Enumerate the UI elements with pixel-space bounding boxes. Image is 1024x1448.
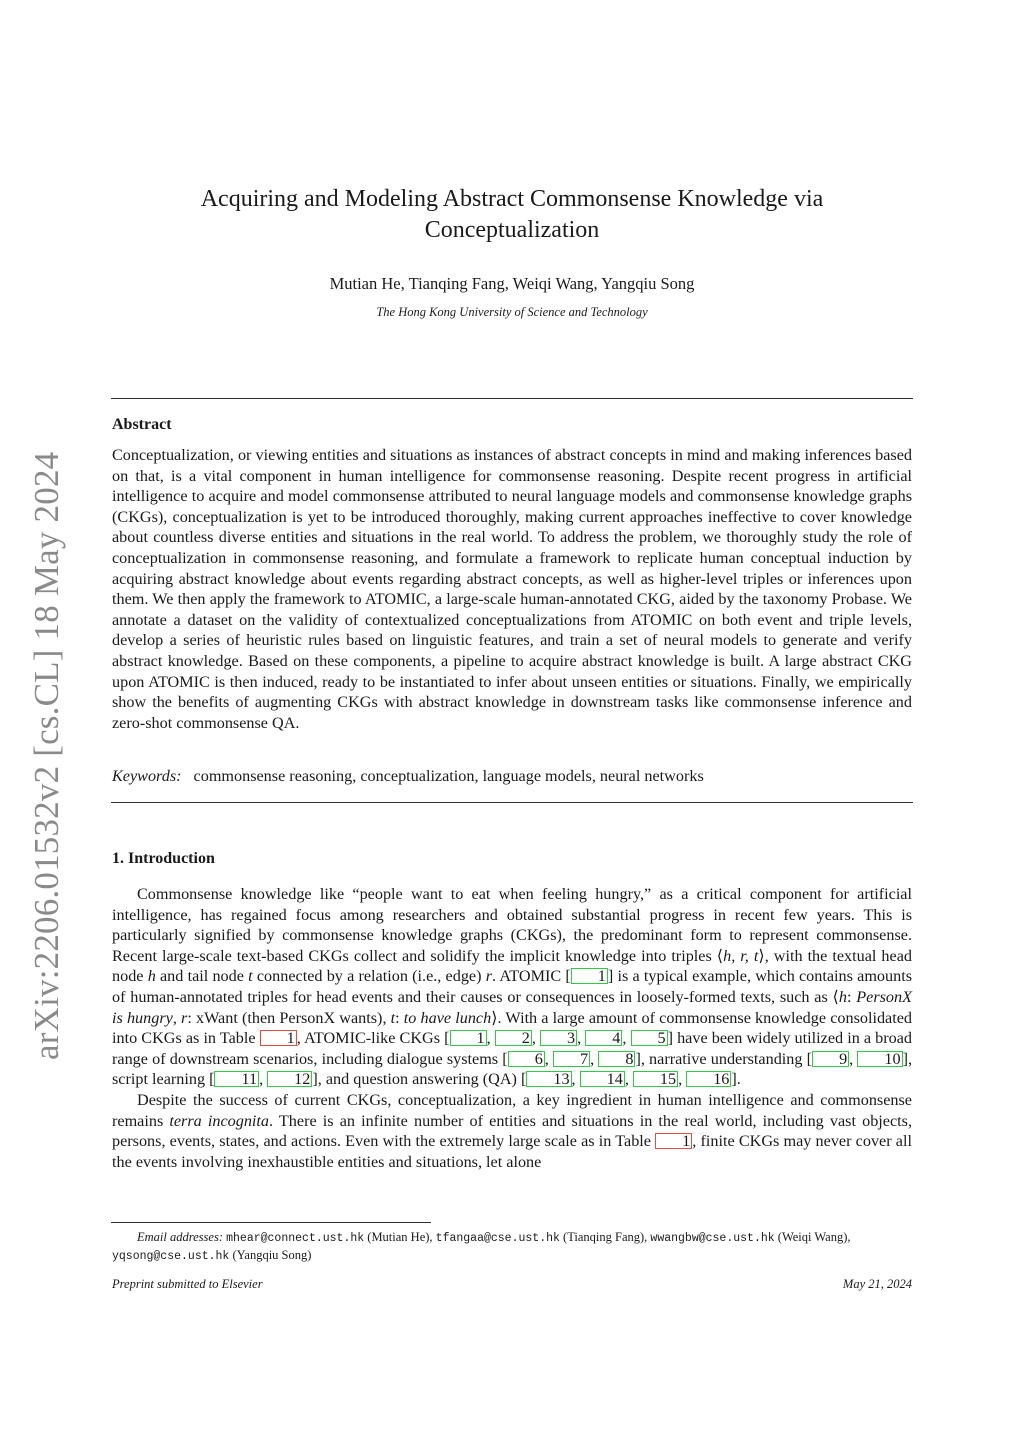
text-run: h bbox=[838, 987, 847, 1006]
citation-link[interactable]: 2 bbox=[495, 1030, 532, 1046]
keywords-line bbox=[112, 767, 912, 786]
text-run: h, r, t bbox=[723, 946, 759, 965]
email-link[interactable]: wwangbw@cse.ust.hk bbox=[650, 1232, 775, 1245]
text-run: Despite the success of current CKGs, conceptualization, a key ingredient in human intelligence and commonsense remains bbox=[112, 1090, 912, 1130]
text-run: . ATOMIC bbox=[492, 967, 566, 986]
text-run: PersonX is hungry bbox=[112, 987, 912, 1027]
citation-link[interactable]: 14 bbox=[580, 1071, 625, 1087]
text-run: t bbox=[390, 1008, 396, 1027]
footer-date: May 21, 2024 bbox=[842, 1277, 912, 1291]
text-run: Commonsense knowledge like “people want to eat when feeling hungry,” as a critical component for artificial intelligence, has regained focus among researchers and obtained substantial progress in recent few years. This is particularly signified by commonsense knowledge graphs (CKGs), the predominant form to represent commonsense. Recent large-scale text-based CKGs collect and solidify the implicit knowledge into triples ⟨ bbox=[112, 885, 912, 965]
email-link[interactable]: yqsong@cse.ust.hk bbox=[112, 1250, 230, 1263]
text-run: , bbox=[172, 1008, 182, 1027]
intro-paragraph-1: Commonsense knowledge like “people want to eat when feeling hungry,” as a critical component for artificial intelligence, has regained focus among researchers and obtained substantial progress in recent few years. This is particularly signified by commonsense knowledge graphs (CKGs), the predominant form to represent commonsense. Recent large-scale text-based CKGs collect and solidify the implicit knowledge into triples ⟨h, r, t⟩, with the textual head node h and tail node t connected by a relation (i.e., edge) r. ATOMIC [ 1 ] is a typical example, which contains amounts of human-annotated triples for head events and their causes or consequences in loosely-formed texts, such as ⟨h: PersonX is hungry, r: xWant (then PersonX wants), t: to have lunch⟩. With a large amount of commonsense knowledge consolidated into CKGs as in Table 1 , ATOMIC-like CKGs [ 1 , 2 , 3 , 4 , 5 ] have been widely utilized in a broad range of downstream scenarios, including dialogue systems [ 6 , 7 , 8 ], narrative understanding [ 9 , 10 ], script learning [ 11 , 12 ], and question answering (QA) [ 13 , 14 , 15 , 16 ]. bbox=[112, 885, 913, 1089]
citation-link[interactable]: 12 bbox=[267, 1071, 312, 1087]
table-ref-link[interactable]: 1 bbox=[655, 1133, 692, 1149]
author-list: Mutian He, Tianqing Fang, Weiqi Wang, Yangqiu Song bbox=[329, 274, 695, 293]
email-link[interactable]: tfangaa@cse.ust.hk bbox=[435, 1232, 560, 1245]
text-run: . There is an infinite number of entities and situations in the real world, including vast objects, persons, events, states, and actions. Even with the extremely large scale as in Table bbox=[112, 1111, 912, 1151]
text-run: have been widely utilized in a broad range of downstream scenarios, including dialogue systems bbox=[112, 1029, 913, 1068]
citation-link[interactable]: 1 bbox=[450, 1030, 487, 1046]
citation-link[interactable]: 10 bbox=[857, 1051, 902, 1067]
citation-link[interactable]: 8 bbox=[598, 1051, 635, 1067]
citation-link[interactable]: 15 bbox=[633, 1071, 678, 1087]
footnote-rule bbox=[111, 1222, 431, 1223]
text-run: h bbox=[147, 967, 156, 986]
citation-link[interactable]: 4 bbox=[585, 1030, 622, 1046]
email-link[interactable]: mhear@connect.ust.hk bbox=[226, 1232, 365, 1245]
text-run: terra incognita bbox=[169, 1111, 270, 1130]
text-run: (Weiqi Wang), bbox=[774, 1230, 851, 1244]
abstract-top-rule bbox=[111, 398, 913, 399]
arxiv-identifier: arXiv:2206.01532v2 [cs.CL] 18 May 2024 bbox=[27, 451, 66, 1060]
page-footer bbox=[112, 1277, 912, 1292]
text-run: (Yangqiu Song) bbox=[229, 1248, 312, 1262]
table-ref-link[interactable]: 1 bbox=[260, 1030, 297, 1046]
text-run: , ATOMIC-like CKGs bbox=[296, 1029, 445, 1048]
paper-title: Acquiring and Modeling Abstract Commonsense Knowledge via Conceptualization bbox=[200, 186, 824, 243]
citation-link[interactable]: 16 bbox=[686, 1071, 731, 1087]
text-run: r bbox=[485, 967, 493, 986]
affiliation: The Hong Kong University of Science and Technology bbox=[376, 305, 648, 319]
abstract-heading: Abstract bbox=[112, 416, 172, 433]
text-run: , finite CKGs may never cover all the events involving inexhaustible entities and situations, let alone bbox=[112, 1132, 912, 1171]
text-run: : bbox=[846, 987, 857, 1006]
citation-link[interactable]: 11 bbox=[214, 1071, 259, 1087]
text-run: , narrative understanding bbox=[640, 1049, 807, 1068]
citation-link[interactable]: 3 bbox=[540, 1030, 577, 1046]
text-run: : xWant (then PersonX wants), bbox=[187, 1008, 391, 1027]
text-run: , and question answering (QA) bbox=[317, 1070, 521, 1089]
introduction-body bbox=[112, 884, 912, 1172]
intro-paragraph-2 bbox=[112, 1090, 912, 1172]
text-run: , script learning bbox=[112, 1049, 913, 1089]
citation-link[interactable]: 1 bbox=[571, 968, 608, 984]
keywords-text: commonsense reasoning, conceptualization, language models, neural networks bbox=[193, 767, 704, 785]
text-run: (Tianqing Fang), bbox=[559, 1230, 651, 1244]
keywords-label: Keywords: bbox=[112, 767, 182, 785]
abstract-text: Conceptualization, or viewing entities and situations as instances of abstract concepts in mind and making inferences based on that, is a vital component in human intelligence for commonsense reasoning. Despite recent progress in artificial intelligence to acquire and model commonsense attributed to neural language models and commonsense knowledge graphs (CKGs), conceptualization is yet to be introduced thoroughly, making current approaches ineffective to cover knowledge about countless diverse entities and situations in the real world. To address the problem, we thoroughly study the role of conceptualization in commonsense reasoning, and formulate a framework to replicate human conceptual induction by acquiring abstract knowledge about events regarding abstract concepts, as well as higher-level triples or inferences upon them. We then apply the framework to ATOMIC, a large-scale human-annotated CKG, aided by the taxonomy Probase. We annotate a dataset on the validity of contextualized conceptualizations from ATOMIC on both event and triple levels, develop a series of heuristic rules based on linguistic features, and train a set of neural models to generate and verify abstract knowledge. Based on these components, a pipeline to acquire abstract knowledge is built. A large abstract CKG upon ATOMIC is then induced, ready to be instantiated to infer about unseen entities or situations. Finally, we empirically show the benefits of augmenting CKGs with abstract knowledge in downstream tasks like commonsense inference and zero-shot commonsense QA. bbox=[112, 446, 912, 732]
citation-link[interactable]: 5 bbox=[631, 1030, 668, 1046]
citation-link[interactable]: 9 bbox=[812, 1051, 849, 1067]
text-run: to have lunch bbox=[403, 1008, 492, 1027]
citation-link[interactable]: 13 bbox=[526, 1071, 571, 1087]
text-run: (Mutian He), bbox=[364, 1230, 436, 1244]
text-run: . bbox=[736, 1070, 741, 1089]
citation-link[interactable]: 7 bbox=[553, 1051, 590, 1067]
section-heading-introduction: 1. Introduction bbox=[112, 850, 215, 867]
text-run: t bbox=[248, 967, 253, 986]
footer-preprint-note: Preprint submitted to Elsevier bbox=[112, 1277, 263, 1291]
abstract-bottom-rule bbox=[111, 802, 913, 803]
text-run: is a typical example, which contains amounts of human-annotated triples for head events and their causes or consequences in loosely-formed texts, such as ⟨ bbox=[112, 967, 913, 1006]
text-run: r bbox=[181, 1008, 188, 1027]
text-run: connected by a relation (i.e., edge) bbox=[252, 967, 486, 986]
text-run: ⟩, with the textual head node bbox=[112, 946, 912, 986]
text-run: : bbox=[395, 1008, 404, 1027]
citation-link[interactable]: 6 bbox=[508, 1051, 545, 1067]
footnote-label: Email addresses: bbox=[137, 1230, 223, 1244]
text-run: and tail node bbox=[155, 967, 249, 986]
footnote-emails bbox=[112, 1229, 912, 1265]
text-run: ⟩. With a large amount of commonsense knowledge consolidated into CKGs as in Table bbox=[112, 1008, 913, 1048]
